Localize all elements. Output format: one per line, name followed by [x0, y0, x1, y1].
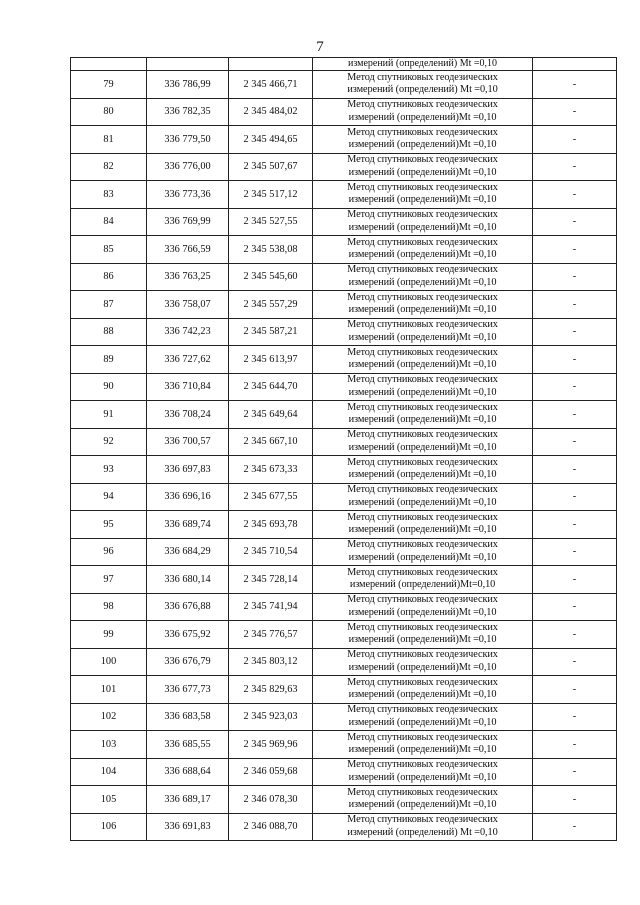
method-line-1: Метод спутниковых геодезических	[347, 209, 498, 221]
cell-x: 336 689,74	[147, 511, 229, 539]
table-row	[71, 318, 617, 346]
method-line-1: Метод спутниковых геодезических	[347, 621, 498, 633]
method-line-1: Метод спутниковых геодезических	[347, 484, 498, 496]
method-line-2: измерений (определений)Mt =0,10	[348, 716, 497, 728]
cell-point-number: 85	[71, 236, 147, 264]
cell-x: 336 700,57	[147, 428, 229, 456]
cell-point-number: 79	[71, 71, 147, 99]
cell-x: 336 684,29	[147, 538, 229, 566]
cell-point-number: 95	[71, 511, 147, 539]
cell-point-number: 97	[71, 566, 147, 594]
method-line-1: Метод спутниковых геодезических	[347, 649, 498, 661]
cell-note: -	[533, 291, 617, 319]
cell-note: -	[533, 71, 617, 99]
cell-method	[313, 98, 533, 126]
table-row	[71, 703, 617, 731]
cell-note: -	[533, 236, 617, 264]
cell-note: -	[533, 318, 617, 346]
method-line-2: измерений (определений)Mt =0,10	[348, 386, 497, 398]
cell-x: 336 776,00	[147, 153, 229, 181]
cell-x: 336 742,23	[147, 318, 229, 346]
cell-x: 336 773,36	[147, 181, 229, 209]
cell-point-number: 83	[71, 181, 147, 209]
cell-point-number: 101	[71, 676, 147, 704]
cell-point-number: 91	[71, 401, 147, 429]
cell-method	[313, 648, 533, 676]
method-line-1: Метод спутниковых геодезических	[347, 374, 498, 386]
cell-point-number: 102	[71, 703, 147, 731]
method-line-2: измерений (определений)Mt =0,10	[348, 276, 497, 288]
cell-y: 2 345 644,70	[229, 373, 313, 401]
cell-x: 336 683,58	[147, 703, 229, 731]
cell-point-number: 106	[71, 813, 147, 841]
cell-point-number: 105	[71, 786, 147, 814]
table-row	[71, 291, 617, 319]
cell-note: -	[533, 621, 617, 649]
method-line-2: измерений (определений)Mt =0,10	[348, 441, 497, 453]
cell-y: 2 345 507,67	[229, 153, 313, 181]
cell-x: 336 779,50	[147, 126, 229, 154]
method-line-1: Метод спутниковых геодезических	[347, 401, 498, 413]
cell-x: 336 696,16	[147, 483, 229, 511]
cell-note: -	[533, 786, 617, 814]
cell-x: 336 697,83	[147, 456, 229, 484]
cell-note	[533, 58, 617, 71]
cell-y: 2 345 969,96	[229, 731, 313, 759]
cell-x: 336 685,55	[147, 731, 229, 759]
cell-x: 336 680,14	[147, 566, 229, 594]
cell-note: -	[533, 181, 617, 209]
method-line-2: измерений (определений)Mt =0,10	[348, 414, 497, 426]
table-row	[71, 428, 617, 456]
cell-y: 2 345 923,03	[229, 703, 313, 731]
cell-method	[313, 346, 533, 374]
cell-x: 336 691,83	[147, 813, 229, 841]
cell-method	[313, 428, 533, 456]
cell-point-number: 104	[71, 758, 147, 786]
cell-y: 2 345 517,12	[229, 181, 313, 209]
cell-note: -	[533, 676, 617, 704]
method-line-2: измерений (определений)Mt =0,10	[348, 496, 497, 508]
method-line-1: Метод спутниковых геодезических	[347, 539, 498, 551]
cell-method	[313, 676, 533, 704]
cell-y: 2 346 059,68	[229, 758, 313, 786]
method-line-2: измерений (определений)Mt =0,10	[348, 799, 497, 811]
cell-note: -	[533, 401, 617, 429]
cell-y: 2 345 677,55	[229, 483, 313, 511]
cell-method	[313, 291, 533, 319]
method-line-1: Метод спутниковых геодезических	[347, 704, 498, 716]
method-line-2: измерений (определений)Mt =0,10	[348, 524, 497, 536]
method-line-1: Метод спутниковых геодезических	[347, 566, 498, 578]
cell-point-number: 89	[71, 346, 147, 374]
cell-method	[313, 181, 533, 209]
cell-y: 2 345 693,78	[229, 511, 313, 539]
method-line-1: Метод спутниковых геодезических	[347, 759, 498, 771]
method-line-2: измерений (определений)Mt =0,10	[348, 221, 497, 233]
cell-note: -	[533, 703, 617, 731]
cell-y: 2 345 484,02	[229, 98, 313, 126]
method-line-2: измерений (определений)Mt =0,10	[348, 744, 497, 756]
cell-point-number: 80	[71, 98, 147, 126]
method-line-1: Метод спутниковых геодезических	[347, 594, 498, 606]
method-line-1: Метод спутниковых геодезических	[347, 181, 498, 193]
table-row	[71, 98, 617, 126]
cell-x: 336 769,99	[147, 208, 229, 236]
cell-note: -	[533, 428, 617, 456]
cell-method	[313, 786, 533, 814]
method-line-1: Метод спутниковых геодезических	[347, 291, 498, 303]
cell-point-number: 81	[71, 126, 147, 154]
cell-y: 2 345 710,54	[229, 538, 313, 566]
cell-point-number: 100	[71, 648, 147, 676]
cell-point-number: 90	[71, 373, 147, 401]
method-line-1: Метод спутниковых геодезических	[347, 676, 498, 688]
table-row	[71, 181, 617, 209]
table-row	[71, 153, 617, 181]
method-line-2: измерений (определений)Mt =0,10	[348, 771, 497, 783]
cell-x: 336 786,99	[147, 71, 229, 99]
cell-point-number: 94	[71, 483, 147, 511]
table-row	[71, 71, 617, 99]
cell-x: 336 710,84	[147, 373, 229, 401]
cell-method	[313, 126, 533, 154]
method-line-2: измерений (определений)Mt =0,10	[348, 359, 497, 371]
cell-y: 2 345 667,10	[229, 428, 313, 456]
page-number: 7	[316, 39, 324, 55]
cell-method	[313, 538, 533, 566]
cell-y: 2 345 803,12	[229, 648, 313, 676]
table-row	[71, 786, 617, 814]
cell-note: -	[533, 263, 617, 291]
cell-note: -	[533, 126, 617, 154]
cell-method	[313, 208, 533, 236]
cell-x: 336 766,59	[147, 236, 229, 264]
cell-y: 2 345 829,63	[229, 676, 313, 704]
cell-note: -	[533, 208, 617, 236]
cell-method	[313, 401, 533, 429]
cell-x: 336 676,88	[147, 593, 229, 621]
cell-y: 2 345 741,94	[229, 593, 313, 621]
method-line-1: Метод спутниковых геодезических	[347, 429, 498, 441]
cell-x: 336 782,35	[147, 98, 229, 126]
cell-method	[313, 731, 533, 759]
method-line-1: Метод спутниковых геодезических	[347, 731, 498, 743]
cell-x: 336 675,92	[147, 621, 229, 649]
cell-x: 336 677,73	[147, 676, 229, 704]
table-row	[71, 483, 617, 511]
cell-note: -	[533, 566, 617, 594]
cell-note: -	[533, 373, 617, 401]
cell-point-number: 99	[71, 621, 147, 649]
method-line-2: измерений (определений)Mt =0,10	[348, 551, 497, 563]
continuation-row	[71, 58, 617, 71]
table-row	[71, 401, 617, 429]
method-line-2: измерений (определений)Mt =0,10	[348, 634, 497, 646]
table-row	[71, 126, 617, 154]
method-line-2: измерений (определений)Mt =0,10	[348, 661, 497, 673]
table-row	[71, 511, 617, 539]
method-line-1: Метод спутниковых геодезических	[347, 346, 498, 358]
method-line-2: измерений (определений)Mt =0,10	[348, 249, 497, 261]
method-line-1: Метод спутниковых геодезических	[347, 236, 498, 248]
method-line-2: измерений (определений)Mt =0,10	[348, 304, 497, 316]
cell-method	[313, 813, 533, 841]
method-line-2: измерений (определений) Mt =0,10	[347, 84, 498, 96]
cell-method	[313, 621, 533, 649]
cell-method	[313, 71, 533, 99]
method-line-1: Метод спутниковых геодезических	[347, 264, 498, 276]
cell-note: -	[533, 648, 617, 676]
cell-x: 336 727,62	[147, 346, 229, 374]
table-row	[71, 731, 617, 759]
cell-method	[313, 566, 533, 594]
method-line-2: измерений (определений)Mt =0,10	[348, 469, 497, 481]
cell-y: 2 345 538,08	[229, 236, 313, 264]
method-line-2: измерений (определений)Mt=0,10	[349, 579, 496, 591]
method-line-1: Метод спутниковых геодезических	[347, 154, 498, 166]
method-line-1: Метод спутниковых геодезических	[347, 71, 498, 83]
cell-note: -	[533, 593, 617, 621]
cell-point-number: 82	[71, 153, 147, 181]
cell-y	[229, 58, 313, 71]
table-row	[71, 263, 617, 291]
cell-y: 2 345 649,64	[229, 401, 313, 429]
cell-y: 2 346 088,70	[229, 813, 313, 841]
cell-y: 2 345 728,14	[229, 566, 313, 594]
method-line-2: измерений (определений)Mt =0,10	[348, 331, 497, 343]
cell-point-number: 87	[71, 291, 147, 319]
method-line-1: Метод спутниковых геодезических	[347, 99, 498, 111]
method-line-2: измерений (определений) Mt =0,10	[347, 826, 498, 838]
cell-method	[313, 511, 533, 539]
cell-note: -	[533, 153, 617, 181]
table-row	[71, 566, 617, 594]
cell-method	[313, 263, 533, 291]
cell-point-number	[71, 58, 147, 71]
method-line-2: измерений (определений)Mt =0,10	[348, 166, 497, 178]
cell-x: 336 676,79	[147, 648, 229, 676]
cell-note: -	[533, 538, 617, 566]
cell-method: измерений (определений) Mt =0,10	[313, 58, 533, 71]
cell-y: 2 345 776,57	[229, 621, 313, 649]
table-row	[71, 456, 617, 484]
cell-y: 2 345 466,71	[229, 71, 313, 99]
table-row	[71, 208, 617, 236]
method-line-1: Метод спутниковых геодезических	[347, 319, 498, 331]
table-row	[71, 346, 617, 374]
cell-method	[313, 758, 533, 786]
cell-note: -	[533, 511, 617, 539]
cell-point-number: 96	[71, 538, 147, 566]
cell-point-number: 103	[71, 731, 147, 759]
table-row	[71, 373, 617, 401]
cell-x: 336 758,07	[147, 291, 229, 319]
method-line-1: Метод спутниковых геодезических	[347, 511, 498, 523]
cell-note: -	[533, 456, 617, 484]
cell-y: 2 345 613,97	[229, 346, 313, 374]
cell-point-number: 88	[71, 318, 147, 346]
cell-method	[313, 483, 533, 511]
table-row	[71, 648, 617, 676]
cell-method	[313, 373, 533, 401]
cell-method	[313, 318, 533, 346]
cell-method	[313, 153, 533, 181]
cell-y: 2 345 557,29	[229, 291, 313, 319]
cell-x: 336 708,24	[147, 401, 229, 429]
cell-y: 2 345 545,60	[229, 263, 313, 291]
cell-y: 2 346 078,30	[229, 786, 313, 814]
table-row	[71, 676, 617, 704]
cell-point-number: 86	[71, 263, 147, 291]
cell-point-number: 92	[71, 428, 147, 456]
cell-x: 336 688,64	[147, 758, 229, 786]
method-line-2: измерений (определений)Mt =0,10	[348, 689, 497, 701]
coordinates-table-body	[71, 58, 617, 841]
cell-method	[313, 703, 533, 731]
cell-point-number: 93	[71, 456, 147, 484]
table-row	[71, 593, 617, 621]
method-line-2: измерений (определений)Mt =0,10	[348, 139, 497, 151]
cell-y: 2 345 494,65	[229, 126, 313, 154]
cell-method	[313, 593, 533, 621]
cell-y: 2 345 527,55	[229, 208, 313, 236]
method-line-1: Метод спутниковых геодезических	[347, 126, 498, 138]
table-row	[71, 758, 617, 786]
cell-note: -	[533, 731, 617, 759]
method-line-2: измерений (определений)Mt =0,10	[348, 194, 497, 206]
method-line-1: Метод спутниковых геодезических	[347, 786, 498, 798]
method-line-1: Метод спутниковых геодезических	[347, 456, 498, 468]
cell-note: -	[533, 758, 617, 786]
cell-y: 2 345 587,21	[229, 318, 313, 346]
table-row	[71, 236, 617, 264]
cell-point-number: 84	[71, 208, 147, 236]
method-line-1: Метод спутниковых геодезических	[347, 814, 498, 826]
cell-note: -	[533, 98, 617, 126]
cell-x: 336 689,17	[147, 786, 229, 814]
cell-y: 2 345 673,33	[229, 456, 313, 484]
method-line-2: измерений (определений)Mt =0,10	[348, 111, 497, 123]
cell-note: -	[533, 813, 617, 841]
table-row	[71, 621, 617, 649]
coordinates-table	[70, 57, 617, 841]
cell-note: -	[533, 483, 617, 511]
cell-method	[313, 236, 533, 264]
cell-note: -	[533, 346, 617, 374]
cell-x: 336 763,25	[147, 263, 229, 291]
table-row	[71, 813, 617, 841]
table-row	[71, 538, 617, 566]
cell-x	[147, 58, 229, 71]
cell-point-number: 98	[71, 593, 147, 621]
cell-method	[313, 456, 533, 484]
method-line-2: измерений (определений)Mt =0,10	[348, 606, 497, 618]
